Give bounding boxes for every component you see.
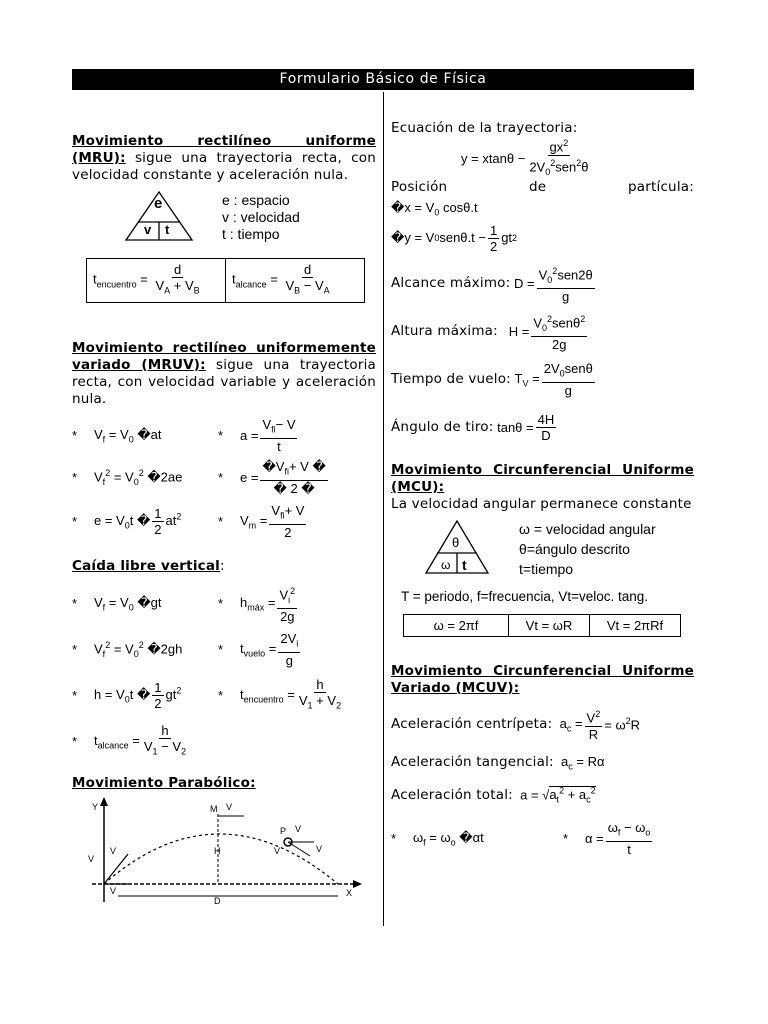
mcu-legend [519, 519, 656, 579]
legend-v: v : velocidad [222, 209, 300, 225]
legend-t: t : tiempo [222, 226, 280, 242]
caida-title: Caída libre vertical [72, 557, 220, 574]
mruv-title: Movimiento rectilíneo uniformemente variado (MRUV): [72, 339, 376, 373]
centripeta-label: Aceleración centrípeta: [391, 716, 553, 733]
svg-text:ω: ω [441, 557, 451, 572]
mcu-desc: La velocidad angular permanece constante [391, 495, 692, 512]
mruv-section [72, 340, 376, 408]
diagram-label-vx-top: V [226, 801, 233, 812]
left-column: Movimiento rectilíneo uniforme (MRU): sigue una trayectoria recta, con velocidad constante y aceleración nula. e v t e : espacio v : velocidad t : tiempo $t_{encuentro}$ = $\frac{d}{V_A + V_B}$ $t_{alcance}$ = $\frac{d}{V_B - V_A}$ Movimiento rectilíneo uniformemente variado (MRUV): sigue una trayectoria recta, con velocidad variable y aceleración nula. * $V_f = V_0$ �at * a = $\frac{V_{fi}- V}{t}$ * $V_f^2 = V_0^2$ �2ae * e = $\frac{�V_{fi}+ V �}{� 2 �}$ * $e = V_0t$ � $\frac{1}{2}$ $at^2$ * $V_m$ = $\frac{V_{fi}+ V}{2}$ Caída libre vertical: * $V_f = V_0$ �gt * $h_{máx}$ = $\frac{V_i^2}{2g}$ * $V_f^2 = V_0^2$ �2gh * $t_{vuelo}$ = $\frac{2V_i}{g}$ * $h = V_0t$ � $\frac{1}{2}$ $gt^2$ * $t_{encuentro}$ = $\frac{h}{V_1 + V_2}$ * $t_{alcance}$ = $\frac{h}{V_1 - V_2}$ Movimiento Parabólico: Y M V P V V V V H X D V V [72, 133, 377, 906]
mcu-cell-omega: ω = 2πf [404, 614, 509, 636]
diagram-label-v0x: V [110, 885, 117, 896]
diagram-label-y: Y [92, 801, 99, 812]
mcu-title: Movimiento Circunferencial Uniforme (MCU): [391, 461, 694, 495]
tangencial-label: Aceleración tangencial: [391, 754, 554, 771]
triangle-t: t [165, 222, 170, 237]
t-alcance-cell: $t_{alcance}$ = $\frac{d}{V_B - V_A}$ [226, 259, 365, 303]
mcu-note: T = periodo, f=frecuencia, Vt=veloc. tang. [401, 588, 649, 604]
column-divider [383, 92, 384, 926]
t-encuentro-cell: $t_{encuentro}$ = $\frac{d}{V_A + V_B}$ [87, 259, 226, 303]
svg-text:θ: θ [452, 534, 460, 550]
parabolico-title: Movimiento Parabólico: [72, 774, 256, 791]
posicion-label: Posición de partícula: [391, 179, 694, 195]
diagram-label-vy: V [274, 845, 281, 856]
angulo-label: Ángulo de tiro: [391, 419, 494, 436]
mcu-legend-t: t=tiempo [519, 560, 574, 577]
t-enc-frac: $\frac{d}{V_A + V_B}$ [155, 262, 200, 296]
mru-triangle-block [72, 184, 376, 246]
mcu-cell-vt: Vt = ωR [509, 614, 590, 636]
diagram-label-v0: V [110, 845, 117, 856]
mcuv-title: Movimiento Circunferencial Uniforme Variado (MCUV): [391, 662, 694, 696]
total-label: Aceleración total: [391, 787, 513, 804]
mruv-formulas: * $V_f = V_0$ �at * a = $\frac{V_{fi}- V}{t}$ * $V_f^2 = V_0^2$ �2ae * e = $\frac{�V_{fi}+ V �}{� 2 �}$ * $e = V_0t$ � $\frac{1}{2}$ $at^2$ * $V_m$ = $\frac{V_{fi}+ V}{2}$ [72, 417, 326, 540]
diagram-label-v: V [316, 843, 323, 854]
mru-title: Movimiento rectilíneo uniforme (MRU): [72, 133, 376, 166]
tiempo-label: Tiempo de vuelo: [391, 371, 511, 388]
posicion-eq: �x = $V_0$ cosθ.t �y = V 0 senθ.t − $\frac{1}{2}$ gt 2 [391, 200, 518, 254]
mru-desc: sigue una trayectoria recta, con velocidad constante y aceleración nula. [72, 150, 377, 183]
mcu-cell-vt2: Vt = 2πRf [590, 614, 681, 636]
caida-formulas: * $V_f = V_0$ �gt * $h_{máx}$ = $\frac{V_i^2}{2g}$ * $V_f^2 = V_0^2$ �2gh * $t_{vuelo}$ = $\frac{2V_i}{g}$ * $h = V_0t$ � $\frac{1}{2}$ $gt^2$ * $t_{encuentro}$ = $\frac{h}{V_1 + V_2}$ * $t_{alcance}$ = $\frac{h}{V_1 - V_2}$ [72, 585, 342, 757]
mcu-legend-omega: ω = velocidad angular [519, 520, 656, 537]
mcu-legend-theta: θ=ángulo descrito [519, 540, 630, 557]
t-alc-frac: $\frac{d}{V_B - V_A}$ [285, 262, 330, 296]
page-title: Formulario Básico de Física [72, 69, 694, 90]
mcu-table [403, 614, 681, 637]
right-column: Ecuación de la trayectoria: y = xtanθ − $\frac{gx^2}{2V_0^2sen^2\theta}$ Posición de partícula: �x = $V_0$ cosθ.t �y = V 0 senθ.t − $\frac{1}{2}$ gt 2 Alcance máximo: D = $\frac{V_0^2sen2\theta}{g}$ Altura máxima: H = $\frac{V_0^2sen\theta^2}{2g}$ Tiempo de vuelo: $T_V$ = $\frac{2V_0sen\theta}{g}$ Ángulo de tiro: tanθ = $\frac{4H}{D}$ Movimiento Circunferencial Uniforme (MCU): La velocidad angular permanece constante θ ω t ω = velocidad angular θ=ángulo descrito t=tiempo T = periodo, f=frecuencia, Vt=veloc. tang. ω = 2πf Vt = ωR Vt = 2πRf Movimiento Circunferencial Uniforme Variado (MCUV): Aceleración centrípeta: $a_c$ = $\frac{V^2}{R}$ = $\omega^2R$ Aceleración tangencial: $a_c = R\alpha$ Aceleración total: $a = √a_t^2 + a_c^2$ * $\omega_f = \omega_o$ �αt * α = $\frac{\omega_f - \omega_o}{t}$ [391, 120, 694, 857]
diagram-label-x: X [346, 887, 353, 898]
mruv-desc: sigue una trayectoria recta, con velocidad variable y aceleración nula. [72, 356, 377, 407]
alcance-label: Alcance máximo: [391, 275, 511, 292]
svg-text:t: t [462, 556, 467, 573]
diagram-label-m: M [210, 803, 218, 814]
diagram-label-v0y: V [88, 853, 95, 864]
trayectoria-eq: y = xtanθ − $\frac{gx^2}{2V_0^2sen^2\theta}$ [461, 138, 589, 177]
triangle-e: e [154, 195, 163, 212]
diagram-label-h: H [214, 845, 221, 856]
mru-table [86, 258, 365, 303]
diagram-label-p: P [280, 825, 287, 836]
mcu-triangle [424, 519, 490, 575]
diagram-label-d: D [214, 895, 221, 906]
triangle-v: v [144, 222, 152, 237]
mru-legend [222, 192, 300, 243]
diagram-label-vx: V [295, 823, 302, 834]
parabolic-diagram [88, 794, 378, 906]
altura-label: Altura máxima: [391, 323, 498, 340]
legend-e: e : espacio [222, 192, 290, 208]
mru-section [72, 133, 376, 184]
trayectoria-label: Ecuación de la trayectoria: [391, 120, 578, 136]
